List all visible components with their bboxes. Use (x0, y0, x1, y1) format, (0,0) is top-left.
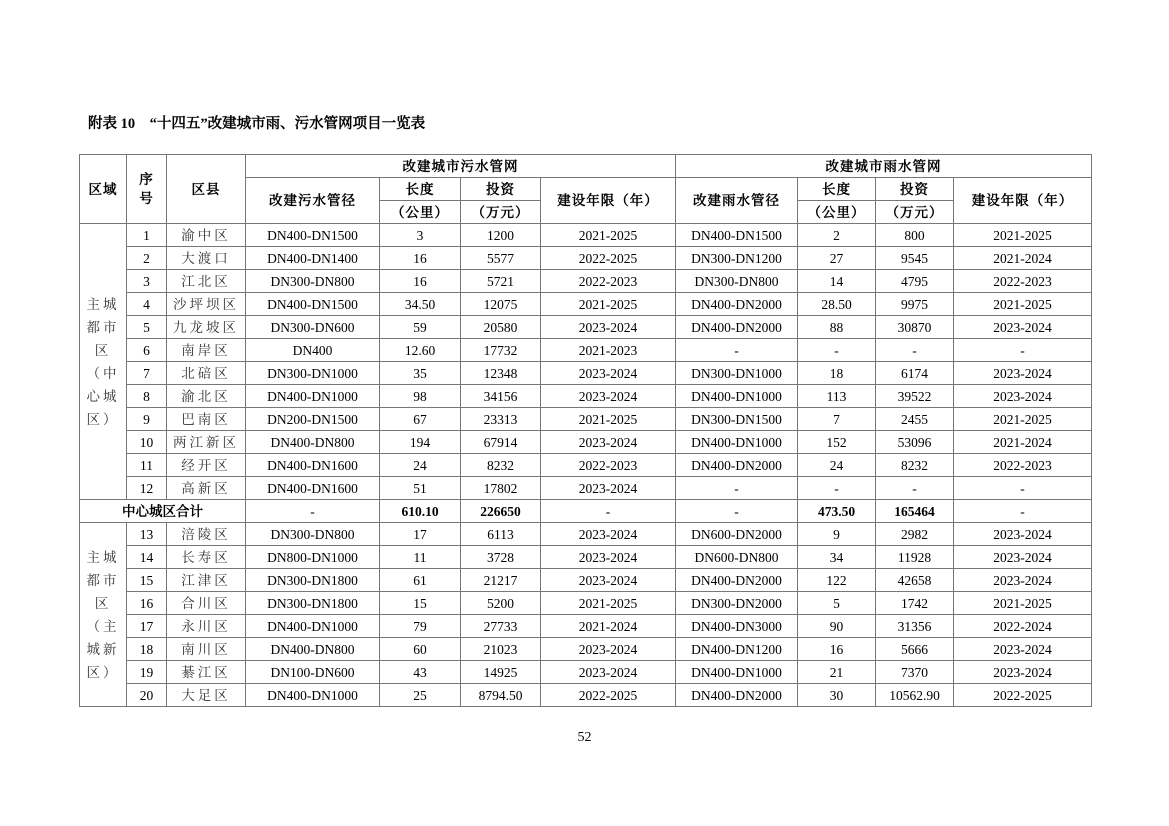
rain-diameter-cell: DN300-DN1000 (676, 362, 798, 385)
seq-cell: 13 (127, 523, 167, 546)
subtotal-rain-diameter-cell: - (676, 500, 798, 523)
sewage-investment-cell: 5721 (461, 270, 541, 293)
district-cell: 巴南区 (167, 408, 246, 431)
table-row (80, 362, 1092, 385)
sewage-length-cell: 43 (380, 661, 461, 684)
rain-investment-cell: - (876, 339, 954, 362)
sewage-diameter-cell: DN100-DN600 (246, 661, 380, 684)
rain-length-cell: 18 (798, 362, 876, 385)
subtotal-sewage-period-cell: - (541, 500, 676, 523)
rain-investment-cell: 6174 (876, 362, 954, 385)
sewage-period-cell: 2023-2024 (541, 431, 676, 454)
sewage-diameter-cell: DN300-DN800 (246, 270, 380, 293)
sewage-period-cell: 2021-2025 (541, 293, 676, 316)
subtotal-row (80, 500, 1092, 523)
sewage-length-cell: 35 (380, 362, 461, 385)
table-row (80, 638, 1092, 661)
district-cell: 合川区 (167, 592, 246, 615)
sewage-length-cell: 16 (380, 270, 461, 293)
sewage-length-cell: 67 (380, 408, 461, 431)
rain-investment-cell: 11928 (876, 546, 954, 569)
subtotal-sewage-investment-cell: 226650 (461, 500, 541, 523)
rain-period-cell: 2023-2024 (954, 316, 1092, 339)
rain-period-cell: 2021-2025 (954, 293, 1092, 316)
sewage-length-cell: 61 (380, 569, 461, 592)
sewage-investment-cell: 5577 (461, 247, 541, 270)
header-sewage-period: 建设年限（年） (541, 178, 676, 224)
sewage-diameter-cell: DN400-DN1500 (246, 293, 380, 316)
sewage-length-cell: 17 (380, 523, 461, 546)
sewage-investment-cell: 27733 (461, 615, 541, 638)
rain-diameter-cell: DN400-DN1000 (676, 661, 798, 684)
sewage-period-cell: 2021-2025 (541, 408, 676, 431)
rain-length-cell: 7 (798, 408, 876, 431)
rain-investment-cell: 9975 (876, 293, 954, 316)
subtotal-sewage-diameter-cell: - (246, 500, 380, 523)
rain-diameter-cell: DN400-DN2000 (676, 293, 798, 316)
sewage-length-cell: 51 (380, 477, 461, 500)
rain-investment-cell: 9545 (876, 247, 954, 270)
sewage-diameter-cell: DN800-DN1000 (246, 546, 380, 569)
seq-cell: 18 (127, 638, 167, 661)
table-row (80, 431, 1092, 454)
seq-cell: 12 (127, 477, 167, 500)
rain-diameter-cell: DN600-DN800 (676, 546, 798, 569)
seq-cell: 5 (127, 316, 167, 339)
sewage-length-cell: 3 (380, 224, 461, 247)
rain-period-cell: 2023-2024 (954, 661, 1092, 684)
district-cell: 长寿区 (167, 546, 246, 569)
seq-cell: 16 (127, 592, 167, 615)
district-cell: 大渡口 (167, 247, 246, 270)
sewage-investment-cell: 12348 (461, 362, 541, 385)
region-cell: 主城都市区（中心城区） (80, 224, 127, 500)
sewage-length-cell: 34.50 (380, 293, 461, 316)
rain-diameter-cell: DN400-DN1000 (676, 431, 798, 454)
header-rain-group: 改建城市雨水管网 (676, 155, 1092, 178)
sewage-investment-cell: 67914 (461, 431, 541, 454)
rain-period-cell: - (954, 339, 1092, 362)
subtotal-rain-length-cell: 473.50 (798, 500, 876, 523)
rain-investment-cell: 4795 (876, 270, 954, 293)
page-number: 52 (577, 730, 592, 745)
seq-cell: 7 (127, 362, 167, 385)
rain-period-cell: 2022-2023 (954, 454, 1092, 477)
table-row (80, 270, 1092, 293)
rain-period-cell: 2023-2024 (954, 523, 1092, 546)
rain-diameter-cell: DN300-DN2000 (676, 592, 798, 615)
district-cell: 高新区 (167, 477, 246, 500)
rain-investment-cell: 800 (876, 224, 954, 247)
district-cell: 北碚区 (167, 362, 246, 385)
table-body (80, 224, 1092, 707)
sewage-investment-cell: 20580 (461, 316, 541, 339)
sewage-diameter-cell: DN300-DN1800 (246, 569, 380, 592)
rain-diameter-cell: DN400-DN1200 (676, 638, 798, 661)
sewage-length-cell: 24 (380, 454, 461, 477)
district-cell: 九龙坡区 (167, 316, 246, 339)
seq-cell: 15 (127, 569, 167, 592)
rain-diameter-cell: DN400-DN2000 (676, 316, 798, 339)
district-cell: 经开区 (167, 454, 246, 477)
rain-period-cell: 2022-2025 (954, 684, 1092, 707)
rain-length-cell: - (798, 477, 876, 500)
header-sewage-investment: 投资 (461, 178, 541, 201)
sewage-investment-cell: 8232 (461, 454, 541, 477)
rain-length-cell: 152 (798, 431, 876, 454)
rain-period-cell: 2021-2025 (954, 408, 1092, 431)
pipe-network-table (79, 154, 1092, 707)
sewage-diameter-cell: DN200-DN1500 (246, 408, 380, 431)
rain-period-cell: 2021-2025 (954, 224, 1092, 247)
rain-investment-cell: 39522 (876, 385, 954, 408)
rain-period-cell: 2023-2024 (954, 546, 1092, 569)
sewage-investment-cell: 17732 (461, 339, 541, 362)
sewage-period-cell: 2021-2023 (541, 339, 676, 362)
header-seq: 序号 (127, 155, 167, 224)
sewage-period-cell: 2023-2024 (541, 477, 676, 500)
rain-period-cell: 2023-2024 (954, 638, 1092, 661)
rain-diameter-cell: DN400-DN2000 (676, 454, 798, 477)
rain-length-cell: 24 (798, 454, 876, 477)
rain-investment-cell: 1742 (876, 592, 954, 615)
rain-period-cell: - (954, 477, 1092, 500)
rain-length-cell: 16 (798, 638, 876, 661)
sewage-length-cell: 25 (380, 684, 461, 707)
sewage-length-cell: 79 (380, 615, 461, 638)
sewage-length-cell: 15 (380, 592, 461, 615)
sewage-period-cell: 2022-2023 (541, 270, 676, 293)
seq-cell: 2 (127, 247, 167, 270)
district-cell: 永川区 (167, 615, 246, 638)
sewage-diameter-cell: DN300-DN800 (246, 523, 380, 546)
seq-cell: 8 (127, 385, 167, 408)
rain-length-cell: 28.50 (798, 293, 876, 316)
subtotal-sewage-length-cell: 610.10 (380, 500, 461, 523)
district-cell: 江津区 (167, 569, 246, 592)
rain-diameter-cell: DN300-DN1200 (676, 247, 798, 270)
rain-length-cell: 2 (798, 224, 876, 247)
sewage-investment-cell: 17802 (461, 477, 541, 500)
rain-diameter-cell: DN600-DN2000 (676, 523, 798, 546)
seq-cell: 3 (127, 270, 167, 293)
rain-investment-cell: 2982 (876, 523, 954, 546)
sewage-diameter-cell: DN400-DN1000 (246, 615, 380, 638)
rain-period-cell: 2021-2024 (954, 247, 1092, 270)
sewage-investment-cell: 3728 (461, 546, 541, 569)
rain-length-cell: 14 (798, 270, 876, 293)
sewage-investment-cell: 34156 (461, 385, 541, 408)
sewage-period-cell: 2021-2025 (541, 224, 676, 247)
table-row (80, 339, 1092, 362)
rain-diameter-cell: - (676, 339, 798, 362)
header-rain-length: 长度 (798, 178, 876, 201)
rain-diameter-cell: DN300-DN800 (676, 270, 798, 293)
sewage-period-cell: 2021-2024 (541, 615, 676, 638)
table-row (80, 661, 1092, 684)
table-row (80, 293, 1092, 316)
district-cell: 南岸区 (167, 339, 246, 362)
rain-investment-cell: - (876, 477, 954, 500)
district-cell: 南川区 (167, 638, 246, 661)
sewage-period-cell: 2023-2024 (541, 523, 676, 546)
rain-period-cell: 2021-2025 (954, 592, 1092, 615)
header-sewage-group: 改建城市污水管网 (246, 155, 676, 178)
table-row (80, 385, 1092, 408)
rain-length-cell: 34 (798, 546, 876, 569)
sewage-length-cell: 194 (380, 431, 461, 454)
sewage-investment-cell: 1200 (461, 224, 541, 247)
rain-diameter-cell: DN300-DN1500 (676, 408, 798, 431)
sewage-length-cell: 98 (380, 385, 461, 408)
rain-investment-cell: 8232 (876, 454, 954, 477)
table-row (80, 592, 1092, 615)
seq-cell: 6 (127, 339, 167, 362)
rain-period-cell: 2022-2023 (954, 270, 1092, 293)
header-sewage-length-unit: （公里） (380, 201, 461, 224)
rain-length-cell: 9 (798, 523, 876, 546)
district-cell: 渝中区 (167, 224, 246, 247)
sewage-investment-cell: 21217 (461, 569, 541, 592)
rain-period-cell: 2023-2024 (954, 569, 1092, 592)
sewage-investment-cell: 5200 (461, 592, 541, 615)
sewage-diameter-cell: DN400-DN800 (246, 431, 380, 454)
table-row (80, 247, 1092, 270)
seq-cell: 10 (127, 431, 167, 454)
seq-cell: 19 (127, 661, 167, 684)
rain-investment-cell: 31356 (876, 615, 954, 638)
district-cell: 沙坪坝区 (167, 293, 246, 316)
sewage-period-cell: 2023-2024 (541, 661, 676, 684)
rain-period-cell: 2023-2024 (954, 362, 1092, 385)
rain-investment-cell: 2455 (876, 408, 954, 431)
rain-investment-cell: 7370 (876, 661, 954, 684)
region-cell: 主城都市区（主城新区） (80, 523, 127, 707)
rain-length-cell: 90 (798, 615, 876, 638)
rain-length-cell: 27 (798, 247, 876, 270)
rain-length-cell: 113 (798, 385, 876, 408)
rain-period-cell: 2022-2024 (954, 615, 1092, 638)
sewage-length-cell: 60 (380, 638, 461, 661)
header-sewage-diameter: 改建污水管径 (246, 178, 380, 224)
sewage-length-cell: 11 (380, 546, 461, 569)
sewage-period-cell: 2023-2024 (541, 385, 676, 408)
seq-cell: 9 (127, 408, 167, 431)
header-rain-length-unit: （公里） (798, 201, 876, 224)
sewage-diameter-cell: DN400-DN800 (246, 638, 380, 661)
sewage-diameter-cell: DN400 (246, 339, 380, 362)
sewage-diameter-cell: DN400-DN1400 (246, 247, 380, 270)
rain-length-cell: 122 (798, 569, 876, 592)
sewage-length-cell: 12.60 (380, 339, 461, 362)
sewage-investment-cell: 12075 (461, 293, 541, 316)
rain-diameter-cell: DN400-DN2000 (676, 684, 798, 707)
rain-length-cell: 5 (798, 592, 876, 615)
rain-investment-cell: 42658 (876, 569, 954, 592)
sewage-period-cell: 2022-2025 (541, 684, 676, 707)
rain-investment-cell: 53096 (876, 431, 954, 454)
sewage-diameter-cell: DN400-DN1500 (246, 224, 380, 247)
rain-diameter-cell: DN400-DN1500 (676, 224, 798, 247)
table-row (80, 224, 1092, 247)
table-row (80, 477, 1092, 500)
sewage-diameter-cell: DN400-DN1600 (246, 477, 380, 500)
sewage-investment-cell: 23313 (461, 408, 541, 431)
header-rain-period: 建设年限（年） (954, 178, 1092, 224)
rain-diameter-cell: DN400-DN2000 (676, 569, 798, 592)
rain-length-cell: 88 (798, 316, 876, 339)
sewage-period-cell: 2023-2024 (541, 638, 676, 661)
sewage-investment-cell: 6113 (461, 523, 541, 546)
sewage-period-cell: 2023-2024 (541, 316, 676, 339)
sewage-investment-cell: 14925 (461, 661, 541, 684)
subtotal-label: 中心城区合计 (80, 500, 246, 523)
rain-diameter-cell: DN400-DN3000 (676, 615, 798, 638)
seq-cell: 20 (127, 684, 167, 707)
sewage-period-cell: 2022-2023 (541, 454, 676, 477)
seq-cell: 1 (127, 224, 167, 247)
sewage-period-cell: 2021-2025 (541, 592, 676, 615)
sewage-length-cell: 16 (380, 247, 461, 270)
header-rain-diameter: 改建雨水管径 (676, 178, 798, 224)
sewage-period-cell: 2023-2024 (541, 569, 676, 592)
district-cell: 江北区 (167, 270, 246, 293)
sewage-diameter-cell: DN300-DN1000 (246, 362, 380, 385)
header-rain-investment: 投资 (876, 178, 954, 201)
rain-investment-cell: 5666 (876, 638, 954, 661)
subtotal-rain-period-cell: - (954, 500, 1092, 523)
seq-cell: 11 (127, 454, 167, 477)
table-row (80, 684, 1092, 707)
sewage-diameter-cell: DN400-DN1000 (246, 684, 380, 707)
header-region: 区域 (80, 155, 127, 224)
header-sewage-length: 长度 (380, 178, 461, 201)
sewage-diameter-cell: DN400-DN1600 (246, 454, 380, 477)
rain-length-cell: - (798, 339, 876, 362)
sewage-diameter-cell: DN300-DN600 (246, 316, 380, 339)
district-cell: 渝北区 (167, 385, 246, 408)
sewage-period-cell: 2023-2024 (541, 546, 676, 569)
sewage-period-cell: 2022-2025 (541, 247, 676, 270)
table-row (80, 523, 1092, 546)
header-rain-investment-unit: （万元） (876, 201, 954, 224)
sewage-length-cell: 59 (380, 316, 461, 339)
rain-length-cell: 21 (798, 661, 876, 684)
table-row (80, 408, 1092, 431)
table-row (80, 615, 1092, 638)
seq-cell: 4 (127, 293, 167, 316)
seq-cell: 14 (127, 546, 167, 569)
sewage-investment-cell: 8794.50 (461, 684, 541, 707)
header-sewage-investment-unit: （万元） (461, 201, 541, 224)
header-district: 区县 (167, 155, 246, 224)
district-cell: 涪陵区 (167, 523, 246, 546)
rain-diameter-cell: DN400-DN1000 (676, 385, 798, 408)
district-cell: 綦江区 (167, 661, 246, 684)
table-row (80, 454, 1092, 477)
table-row (80, 546, 1092, 569)
sewage-diameter-cell: DN400-DN1000 (246, 385, 380, 408)
rain-investment-cell: 10562.90 (876, 684, 954, 707)
rain-investment-cell: 30870 (876, 316, 954, 339)
table-row (80, 569, 1092, 592)
sewage-investment-cell: 21023 (461, 638, 541, 661)
sewage-period-cell: 2023-2024 (541, 362, 676, 385)
rain-length-cell: 30 (798, 684, 876, 707)
seq-cell: 17 (127, 615, 167, 638)
district-cell: 两江新区 (167, 431, 246, 454)
table-title: 附表 10 “十四五”改建城市雨、污水管网项目一览表 (88, 116, 426, 132)
rain-period-cell: 2023-2024 (954, 385, 1092, 408)
rain-diameter-cell: - (676, 477, 798, 500)
rain-period-cell: 2021-2024 (954, 431, 1092, 454)
subtotal-rain-investment-cell: 165464 (876, 500, 954, 523)
table-row (80, 316, 1092, 339)
district-cell: 大足区 (167, 684, 246, 707)
sewage-diameter-cell: DN300-DN1800 (246, 592, 380, 615)
